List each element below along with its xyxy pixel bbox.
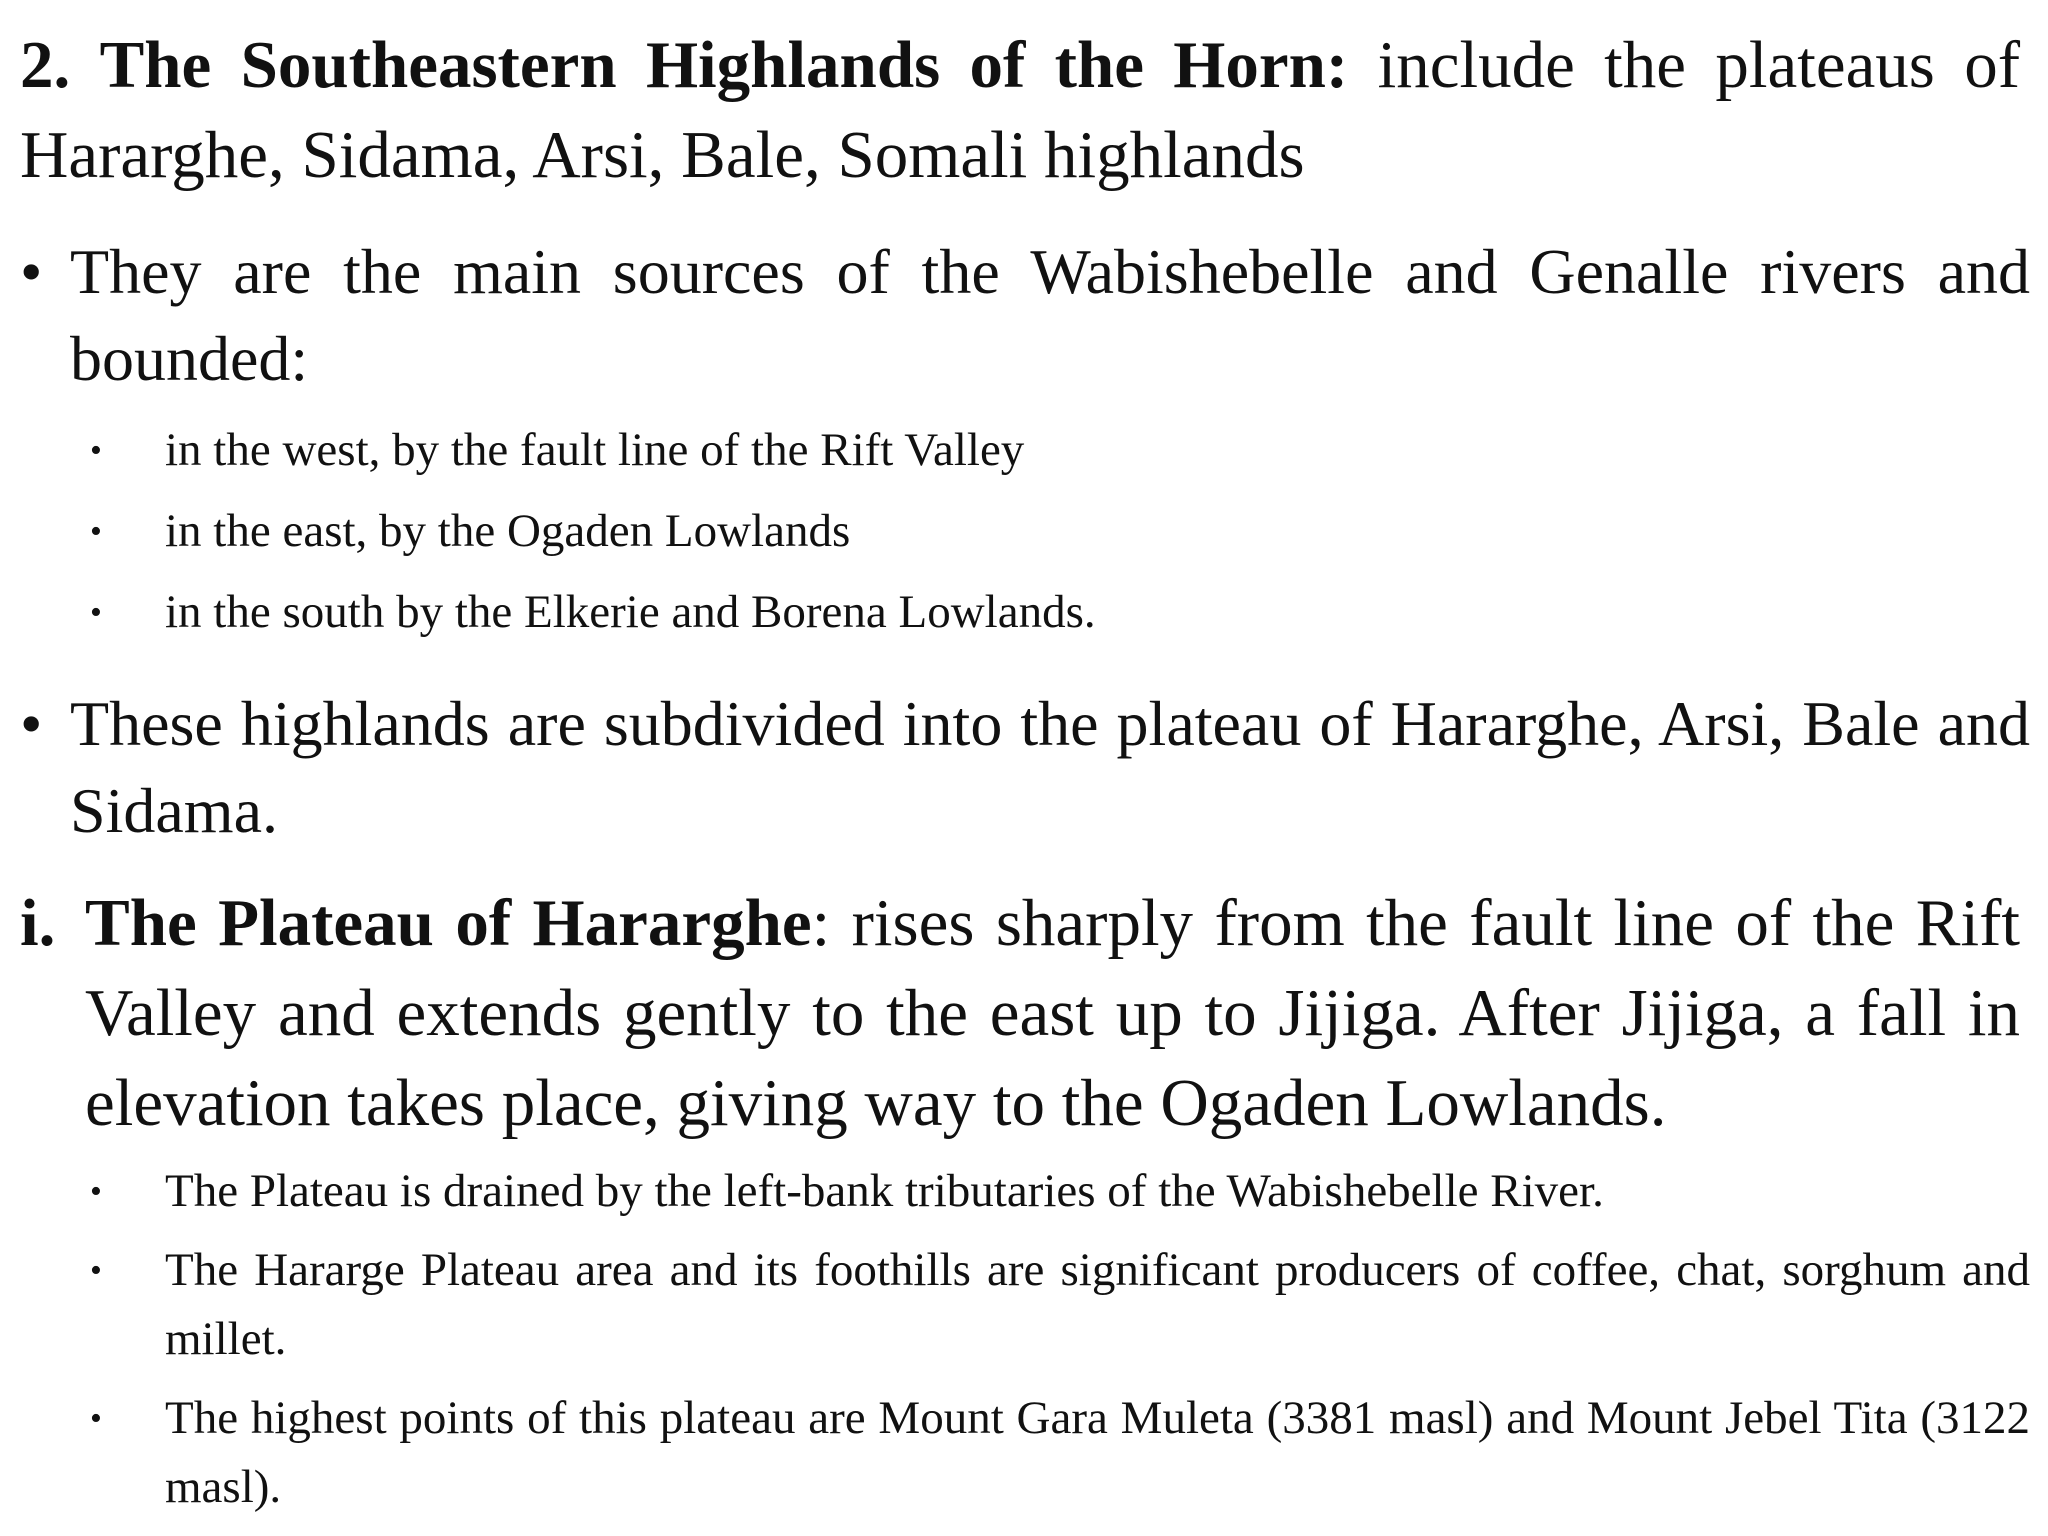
- bounds-item-south: in the south by the Elkerie and Borena Lowlands.: [165, 586, 1096, 638]
- bullet-dot: •: [90, 432, 102, 469]
- plateau-numeral: i.: [20, 886, 56, 960]
- bullet-sources-text: They are the main sources of the Wabishebelle and Genalle rivers and bounded:: [70, 236, 2030, 394]
- plateau-description: rises sharply from the fault line of the Rift Valley and extends gently to the east up to Jijiga. After Jijiga, a fall in elevation takes place, giving way to the Ogaden Lowlands.: [85, 886, 2020, 1140]
- section-intro: include the plateaus of Hararghe, Sidama, Arsi, Bale, Somali highlands: [20, 28, 2021, 192]
- bounds-list: [90, 416, 2030, 647]
- list-item: [90, 578, 2030, 647]
- bullet-dot: •: [20, 236, 43, 307]
- plateau-point-drainage: The Plateau is drained by the left-bank tributaries of the Wabishebelle River.: [165, 1165, 1604, 1217]
- bullet-dot: •: [90, 1173, 102, 1210]
- plateau-point-producers: The Hararge Plateau area and its foothills are significant producers of coffee, chat, sorghum and millet.: [165, 1244, 2030, 1365]
- bullet-subdivided-text: These highlands are subdivided into the plateau of Hararghe, Arsi, Bale and Sidama.: [70, 688, 2030, 846]
- bullet-dot: •: [20, 688, 43, 759]
- plateau-title: The Plateau of Hararghe: [85, 886, 812, 960]
- bullet-dot: •: [90, 1400, 102, 1437]
- plateau-point-highest: The highest points of this plateau are Mount Gara Muleta (3381 masl) and Mount Jebel Tita (3122 masl).: [165, 1392, 2030, 1513]
- plateau-points-list: [90, 1157, 2030, 1522]
- list-item: [90, 1384, 2030, 1522]
- plateau-heading: [20, 878, 2020, 1148]
- bullet-dot: •: [90, 594, 102, 631]
- bullet-subdivided: [20, 680, 2030, 854]
- list-item: [90, 416, 2030, 485]
- plateau-body: [85, 878, 2020, 1148]
- list-item: [90, 497, 2030, 566]
- bullet-dot: •: [90, 513, 102, 550]
- section-heading: [20, 20, 2020, 200]
- section-number: 2.: [20, 28, 71, 102]
- bullet-sources: [20, 228, 2030, 402]
- list-item: [90, 1236, 2030, 1374]
- list-item: [90, 1157, 2030, 1226]
- plateau-colon: :: [811, 886, 831, 960]
- bullet-dot: •: [90, 1252, 102, 1289]
- bounds-item-west: in the west, by the fault line of the Rift Valley: [165, 424, 1025, 476]
- bounds-item-east: in the east, by the Ogaden Lowlands: [165, 505, 851, 557]
- section-title: The Southeastern Highlands of the Horn:: [99, 28, 1349, 102]
